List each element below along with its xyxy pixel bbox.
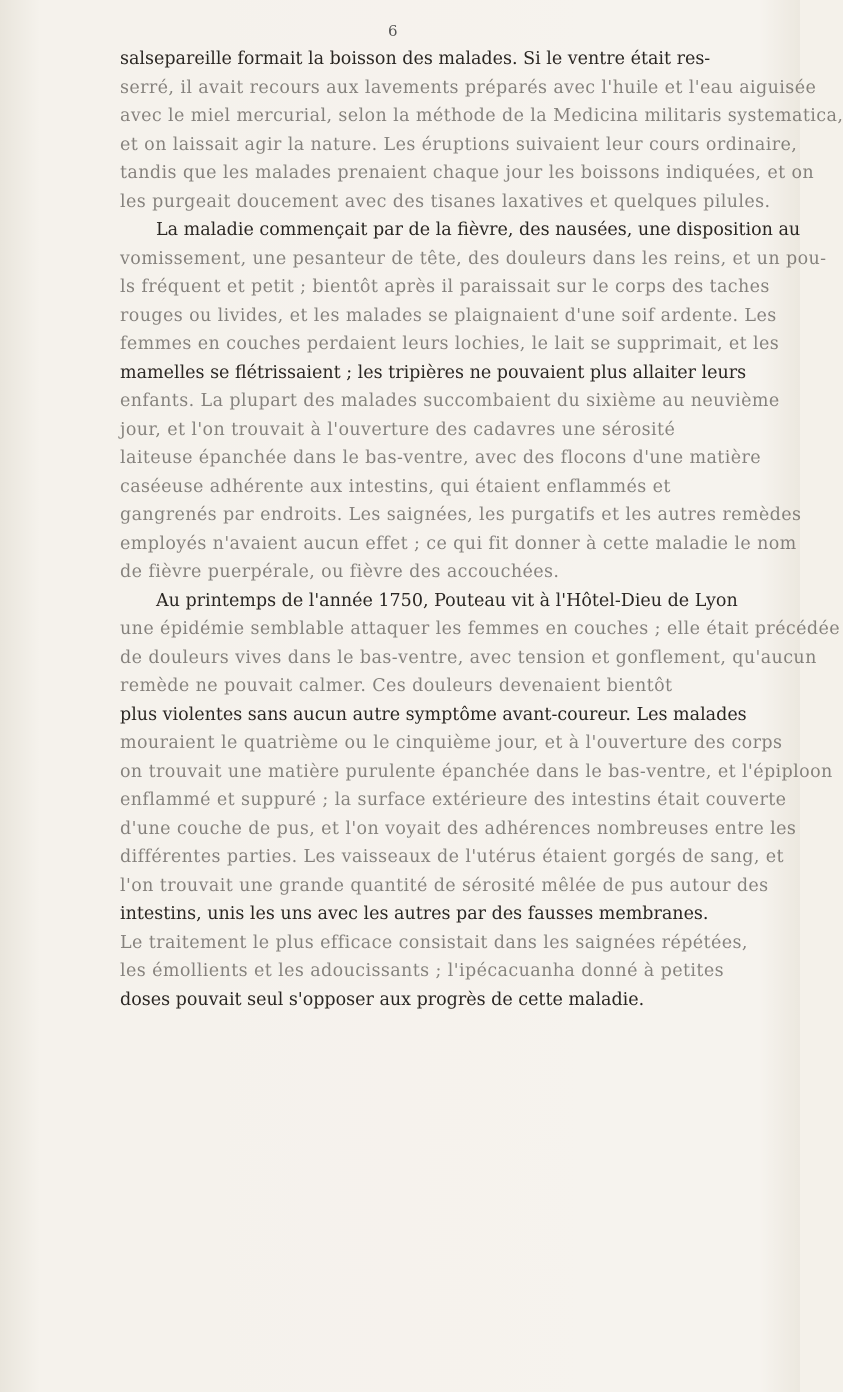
text-line: une épidémie semblable attaquer les femmes en couches ; elle était précédée xyxy=(120,619,840,639)
text-line: doses pouvait seul s'opposer aux progrès de cette maladie. xyxy=(120,989,645,1010)
text-line: avec le miel mercurial, selon la méthode de la Medicina militaris systematica, xyxy=(120,106,843,126)
text-line: Au printemps de l'année 1750, Pouteau vit à l'Hôtel-Dieu de Lyon xyxy=(156,590,738,611)
text-line: tandis que les malades prenaient chaque jour les boissons indiquées, et on xyxy=(120,163,815,183)
body-text xyxy=(120,45,843,1014)
text-line: d'une couche de pus, et l'on voyait des adhérences nombreuses entre les xyxy=(120,818,797,839)
text-line: La maladie commençait par de la fièvre, des nausées, une disposition au xyxy=(156,220,801,240)
paragraph-3 xyxy=(120,587,840,1015)
text-line: laiteuse épanchée dans le bas-ventre, avec des flocons d'une matière xyxy=(120,448,761,468)
text-line: rouges ou livides, et les malades se plaignaient d'une soif ardente. Les xyxy=(120,305,777,326)
text-line: caséeuse adhérente aux intestins, qui étaient enflammés et xyxy=(120,476,671,497)
text-line: employés n'avaient aucun effet ; ce qui fit donner à cette maladie le nom xyxy=(120,533,797,554)
text-line: et on laissait agir la nature. Les éruptions suivaient leur cours ordinaire, xyxy=(120,134,798,155)
text-line: vomissement, une pesanteur de tête, des douleurs dans les reins, et un pou- xyxy=(120,248,827,269)
text-line: gangrenés par endroits. Les saignées, les purgatifs et les autres remèdes xyxy=(120,505,802,525)
text-line: enflammé et suppuré ; la surface extérieure des intestins était couverte xyxy=(120,790,787,810)
text-line: ls fréquent et petit ; bientôt après il paraissait sur le corps des taches xyxy=(120,277,770,297)
text-line: on trouvait une matière purulente épanchée dans le bas-ventre, et l'épiploon xyxy=(120,761,833,782)
text-line: différentes parties. Les vaisseaux de l'utérus étaient gorgés de sang, et xyxy=(120,847,784,867)
text-line: femmes en couches perdaient leurs lochies, le lait se supprimait, et les xyxy=(120,334,780,354)
text-line: jour, et l'on trouvait à l'ouverture des cadavres une sérosité xyxy=(120,419,676,440)
paragraph-2 xyxy=(120,216,827,587)
text-line: enfants. La plupart des malades succombaient du sixième au neuvième xyxy=(120,391,780,411)
text-line: de douleurs vives dans le bas-ventre, avec tension et gonflement, qu'aucun xyxy=(120,647,817,668)
text-line: Le traitement le plus efficace consistait dans les saignées répétées, xyxy=(120,932,748,953)
paragraph-1 xyxy=(120,45,843,216)
text-line: intestins, unis les uns avec les autres par des fausses membranes. xyxy=(120,904,709,924)
text-line: mouraient le quatrième ou le cinquième jour, et à l'ouverture des corps xyxy=(120,733,783,753)
text-line: les purgeait doucement avec des tisanes laxatives et quelques pilules. xyxy=(120,191,771,212)
text-line: de fièvre puerpérale, ou fièvre des accouchées. xyxy=(120,562,560,582)
text-line: salsepareille formait la boisson des malades. Si le ventre était res- xyxy=(120,49,711,69)
text-line: serré, il avait recours aux lavements préparés avec l'huile et l'eau aiguisée xyxy=(120,77,817,98)
text-line: les émollients et les adoucissants ; l'ipécacuanha donné à petites xyxy=(120,961,724,981)
page-number: 6 xyxy=(388,22,398,40)
text-line: mamelles se flétrissaient ; les tripières ne pouvaient plus allaiter leurs xyxy=(120,362,747,383)
text-line: plus violentes sans aucun autre symptôme avant-coureur. Les malades xyxy=(120,704,747,725)
text-line: l'on trouvait une grande quantité de sérosité mêlée de pus autour des xyxy=(120,875,769,896)
text-line: remède ne pouvait calmer. Ces douleurs devenaient bientôt xyxy=(120,676,673,696)
